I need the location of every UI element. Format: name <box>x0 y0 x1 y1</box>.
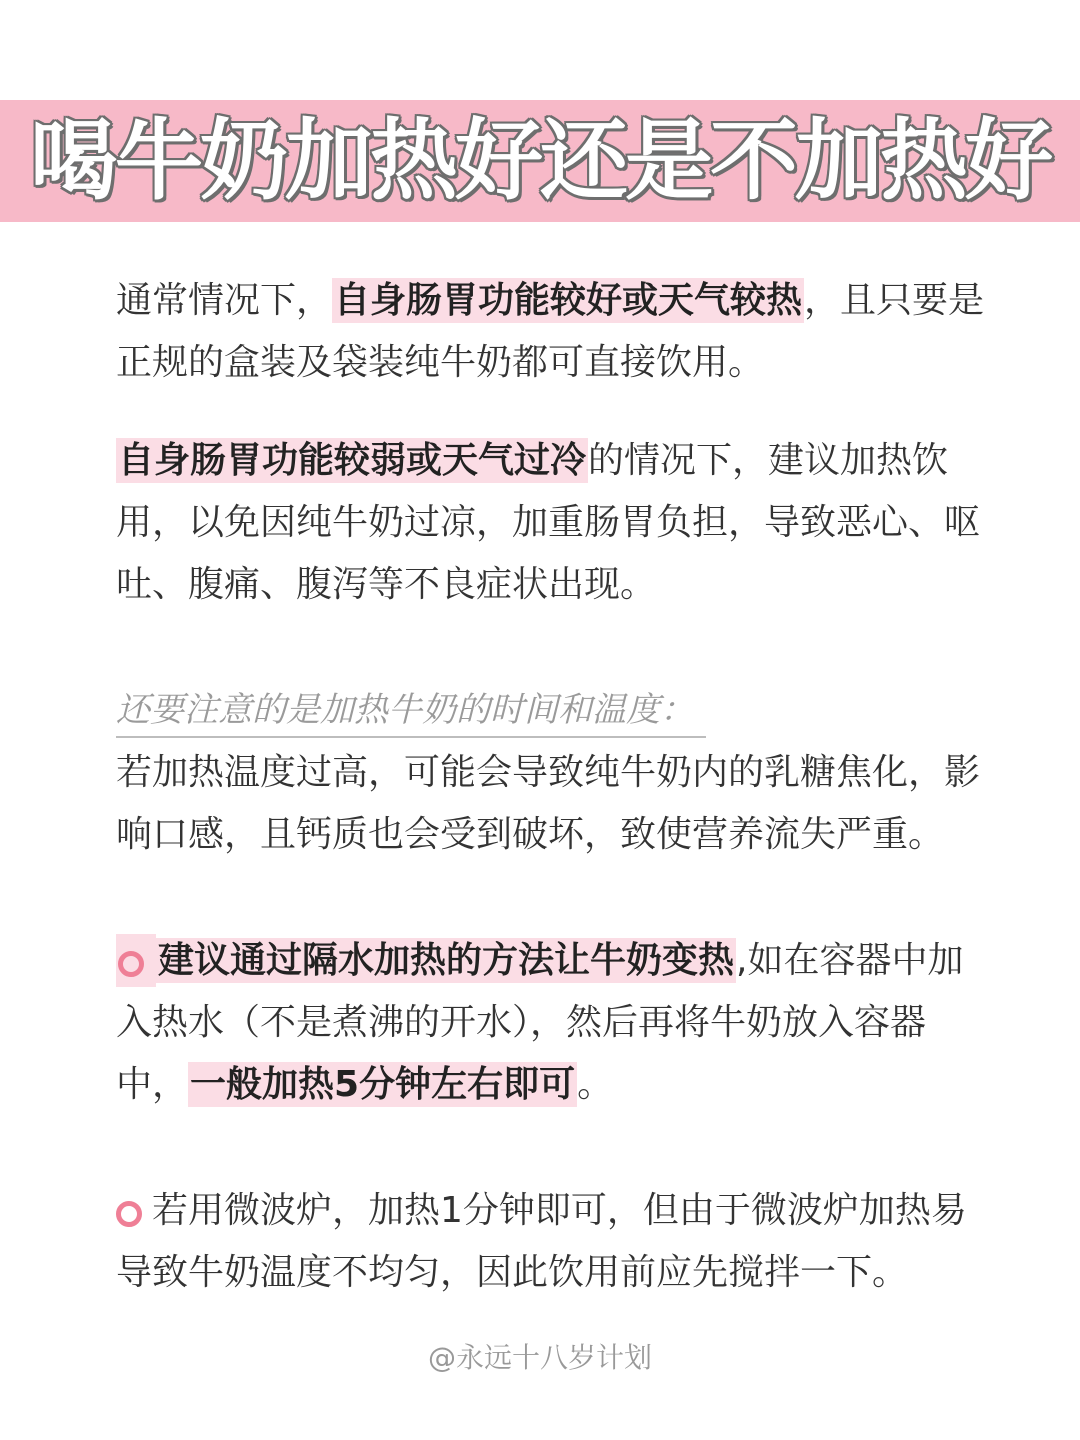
tip-1-body: ,如在容器中加入热水（不是煮沸的开水），然后再将牛奶放入容器中， <box>116 940 964 1105</box>
note-heading: 还要注意的是加热牛奶的时间和温度： <box>116 684 706 738</box>
tip-1-bold: 建议通过隔水加热的方法让牛奶变热 <box>158 940 735 981</box>
tip-1-bullet <box>116 934 156 987</box>
paragraph-1-highlight: 自身肠胃功能较好或天气较热 <box>334 280 803 321</box>
paragraph-1 <box>116 270 996 394</box>
page-title: 喝牛奶加热好还是不加热好 <box>29 109 1050 212</box>
footer-signature: @永远十八岁计划 <box>427 1341 652 1374</box>
paragraph-2 <box>116 430 996 616</box>
tip-2 <box>116 1180 996 1304</box>
paragraph-1-intro: 通常情况下， <box>116 280 333 321</box>
tip-2-body: 若用微波炉，加热1分钟即可，但由于微波炉加热易导致牛奶温度不均匀，因此饮用前应先搅拌一下。 <box>116 1190 967 1293</box>
tip-1-end: 。 <box>577 1064 614 1105</box>
tip-1-highlight: 一般加热5分钟左右即可 <box>190 1064 576 1105</box>
paragraph-2-rest: 的情况下，建议加热饮用，以免因纯牛奶过凉，加重肠胃负担，导致恶心、呕吐、腹痛、腹泻等不良症状出现。 <box>116 440 981 605</box>
note-body: 若加热温度过高，可能会导致纯牛奶内的乳糖焦化，影响口感，且钙质也会受到破坏，致使营养流失严重。 <box>116 752 981 855</box>
tip-1 <box>116 930 996 1116</box>
paragraph-1-rest: ，且只要是正规的盒装及袋装纯牛奶都可直接饮用。 <box>116 280 985 383</box>
circle-ring-icon <box>118 951 144 977</box>
paragraph-2-highlight: 自身肠胃功能较弱或天气过冷 <box>118 440 587 481</box>
circle-ring-icon <box>116 1201 142 1227</box>
